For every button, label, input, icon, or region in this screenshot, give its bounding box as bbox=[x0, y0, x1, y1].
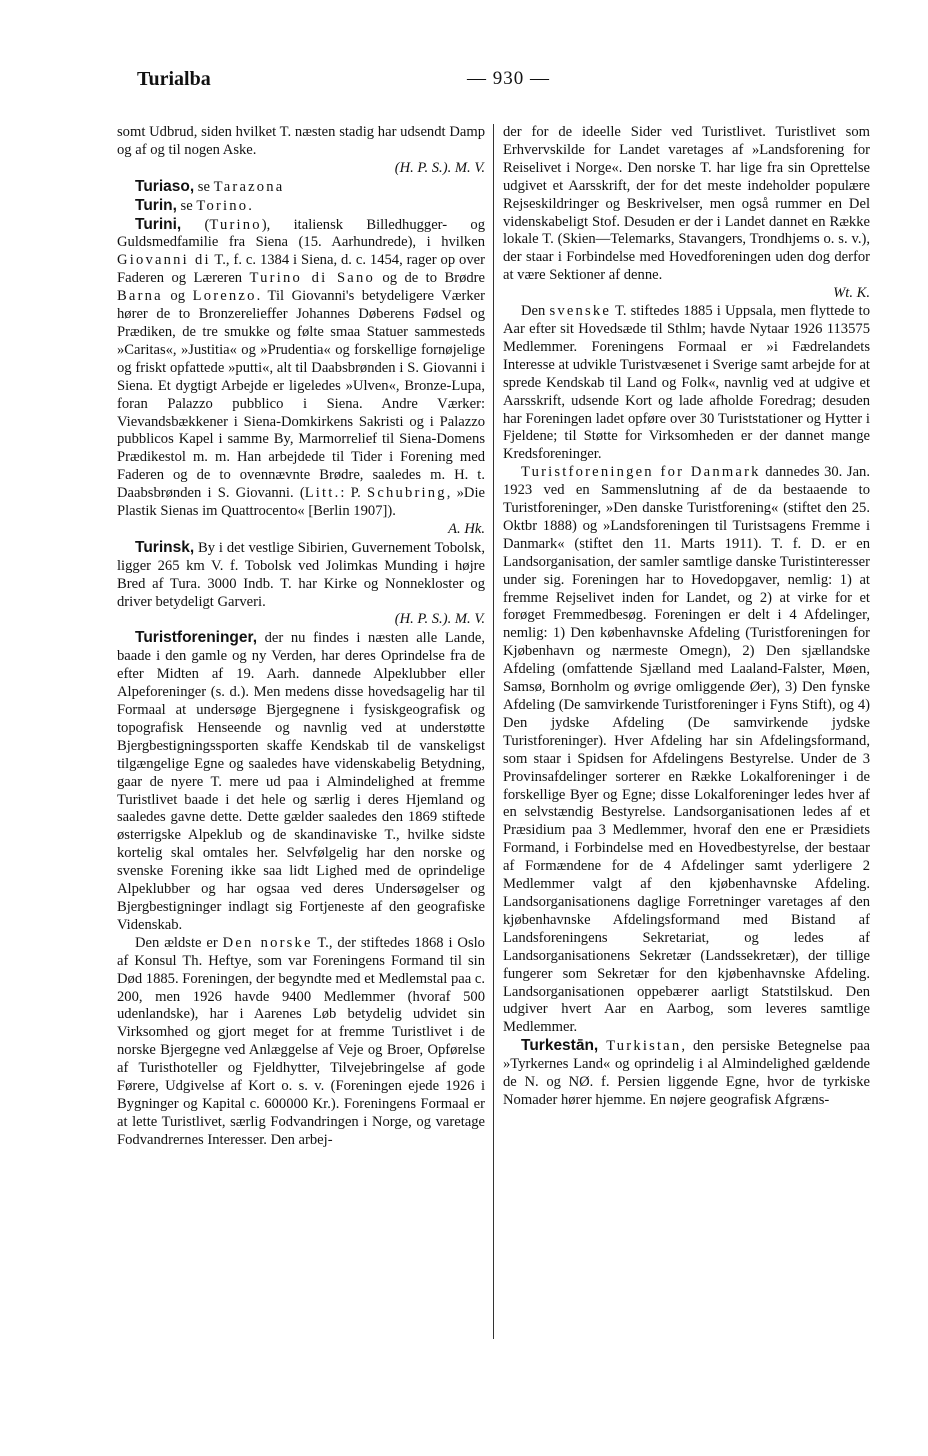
running-headword: Turialba bbox=[137, 68, 211, 90]
entry-turiaso: Turiaso, se Tarazona bbox=[135, 177, 285, 195]
paragraph-norske: Den ældste er Den norske T., der stiftedes 1868 i Oslo af Konsul Th. Heftye, som var Foreningens Formand til sin Død 1885. Foreningen, der begyndte med et Medlemstal paa c. 200, men 1926 havde 9400 Medlemmer (hvoraf 500 udenlandske), har i Aarenes Løb betydelig udvidet sin Virksomhed og gjort meget for at fremme Turistlivet i de norske Bjergegne ved Anlæggelse af Veje og Broer, Opførelse af Turisthoteller og Fjeldhytter, Tilvejebringelse af gode Førere, Udgivelse af Kort o. s. v. (Foreningen ejede 1926 i Bygninger og Kapital c. 600000 Kr.). Foreningens Formaal er at lette Turistlivet, særlig Fodvandringen i Norge, og varetage Fodvandrernes Interesser. Den arbej- bbox=[117, 934, 485, 1148]
cross-reference: Torino. bbox=[196, 197, 255, 214]
author-signature: A. Hk. bbox=[448, 520, 485, 537]
cross-reference: Tarazona bbox=[213, 178, 285, 195]
page-number: — 930 — bbox=[467, 68, 550, 89]
entry-headword: Turin, bbox=[135, 196, 177, 214]
left-column bbox=[117, 124, 485, 1359]
entry-headword: Turiaso, bbox=[135, 177, 195, 195]
entry-turinsk: Turinsk, By i det vestlige Sibirien, Guvernement Tobolsk, ligger 265 km V. f. Tobolsk ved Jolimkas Munding i højre Bred af Tura. 3000 Indb. T. har Kirke og Nonnekloster og driver betydeligt Garveri. (H. P. S.). M. V. bbox=[117, 538, 485, 628]
entry-turini: Turini, (Turino), italiensk Billedhugger- og Guldsmedfamilie fra Siena (15. Aarhundrede), i hvilken Giovanni di T., f. c. 1384 i Siena, d. c. 1454, rager op over Faderen og Læreren Turino di Sano og de to Brødre Barna og Lorenzo. Til Giovanni's betydeligere Værker hører de to Bronzerelieffer Johannes Døberens Fødsel og Prædiken, de tre smukke og følte smaa Statuer sammesteds »Caritas«, »Justitia« og »Prudentia« og forskellige fornøjelige og friskt opfattede »putti«, alt til Daabsbrønden i S. Giovanni i Siena. Et dygtigt Arbejde er ligeledes »Ulven«, Bronze-Lupa, foran Palazzo pubblico i Siena. Andre Værker: Vievandsbækkener i Siena-Domkirkens Sakristi og i Palazzo pubblicos Kapel i samme By, Marmorrelief til Siena-Domens Prædikestol m. m. Han arbejdede til Tider i Forening med Faderen og de to ovennævnte Brødre, saaledes m. H. t. Daabsbrønden i S. Giovanni. (Litt.: P. Schubring, »Die Plastik Sienas im Quattrocento« [Berlin 1907]). A. Hk. bbox=[117, 215, 486, 537]
entry-headword: Turini, bbox=[135, 215, 182, 233]
paragraph-svenske: Den svenske T. stiftedes 1885 i Uppsala, men flyttede to Aar efter sit Hovedsæde til Sthlm; havde Nytaar 1926 113575 Medlemmer. Foreningens Formaal er »i Fædrelandets Interesse at udvikle Turistvæsenet i Sverige samt arbejde for at sprede Kendskab til Land og Folk«, navnlig ved at udgive et Aarsskrift, udsende Kort og lade afholde Foredrag; desuden har Foreningen ladet opføre over 30 Turiststationer og Hytter i Fjeldene; til Støtte for Virksomheden er der dannet mange Kredsforeninger. bbox=[503, 303, 870, 463]
running-header bbox=[137, 68, 877, 96]
entry-headword: Turistforeninger, bbox=[135, 629, 258, 647]
entry-continuation: somt Udbrud, siden hvilket T. næsten stadig har udsendt Damp og af og til nogen Aske. (H. P. S.). M. V. bbox=[117, 124, 485, 176]
right-column bbox=[503, 124, 870, 1374]
column-divider bbox=[493, 124, 494, 1339]
entry-turin: Turin, se Torino. bbox=[135, 196, 255, 214]
paragraph-norske-continued: der for de ideelle Sider ved Turistlivet. Turistlivet som Erhvervskilde for Landet varetages af »Landsforening for Reiselivet i Norge«. Den norske T. har lige fra sin Oprettelse udgivet et Aarsskrift, der for det meste indeholder populære Rejseskildringer og Beskrivelser, men også rummer en Del videnskabeligt Stof. Desuden er der i Landet dannet en Række lokale T. (Skien—Telemarks, Stavangers, Trondhjems o. s. v.), der staar i Forbindelse med Hovedforeningen uden dog derfor at være Sektioner af denne. Wt. K. bbox=[503, 124, 870, 302]
author-signature: (H. P. S.). M. V. bbox=[394, 159, 485, 176]
author-signature: (H. P. S.). M. V. bbox=[394, 611, 485, 628]
author-signature: Wt. K. bbox=[833, 285, 870, 302]
entry-headword: Turkestān, bbox=[521, 1037, 599, 1055]
entry-turkestan: Turkestān, Turkistan, den persiske Betegnelse paa »Tyrkernes Land« og oprindelig i al Almindelighed gældende de N. og NØ. f. Persien liggende Egne, hvor de tyrkiske Nomader hører hjemme. En nøjere geografisk Afgræns- bbox=[503, 1037, 870, 1108]
paragraph-danmark: Turistforeningen for Danmark dannedes 30. Jan. 1923 ved en Sammenslutning af de da bestaaende to Turistforeninger, »Den danske Turistforening« (stiftet den 25. Oktbr 1888) og »Landsforeningen til Turistsagens Fremme i Danmark« (stiftet den 11. Marts 1911). T. f. D. er en Landsorganisation, der samler samtlige danske Turistinteresser under sig. Foreningen har to Hovedopgaver, nemlig: 1) at fremme Rejselivet inden for Landet, og 2) at virke for et forøget Fremmedbesøg. Foreningen er delt i 4 Afdelinger, nemlig: 1) Den københavnske Afdeling (Turistforeningen for Kjøbenhavn og nærmeste Omegn), 2) Den sjællandske Afdeling (omfattende Sjælland med Laaland-Falster, Møen, Samsø, Bornholm og øvrige omliggende Øer), 3) Den fynske Afdeling (De samvirkende Turistforeninger i Fyns Stift), og 4) Den jydske Afdeling (De samvirkende jydske Turistforeninger). Hver Afdeling har sin Afdelingsformand, som staar i Spidsen for Afdelingens Bestyrelse. Under de 3 Provinsafdelinger sorterer en Række Lokalforeninger i de forskellige Byer og Egne; disse Lokalforeninger ledes hver af en selvstændig Bestyrelse. Landsorganisationen ledes af et Præsidium paa 3 Medlemmer, hvoraf den ene er Præsidiets Formand, i Forbindelse med en Hovedbestyrelse, der bestaar af Formændene for de 4 Afdelinger samt yderligere 2 Medlemmer valgt af den kjøbenhavnske Afdeling. Landsorganisationens daglige Forretninger varetages af den kjøbenhavnske Afdelingsformand med Bistand af Landsforeningens Sekretariat, og ledes af Landsorganisationens Sekretær (Landssekretær), der tillige fungerer som Sekretær for den kjøbenhavnske Afdeling. Landsorganisationen oppebærer aarligt Statstilskud. Den udgiver hvert Aar en Aarbog, som leveres samtlige Medlemmer. bbox=[503, 464, 870, 1036]
entry-headword: Turinsk, bbox=[135, 538, 195, 556]
entry-turistforeninger: Turistforeninger, der nu findes i næsten alle Lande, baade i den gamle og ny Verden, har deres Oprindelse fra de efter Midten af 19. Aarh. dannede Alpeklubber eller Alpeforeninger (s. d.). Men medens disse hovedsagelig har til Formaal at undersøge Bjergegnene i fysiskgeografisk og topografisk Henseende og navnlig ved at understøtte Bjergbestigningssporten skaffe Kendskab til de vanskeligst tilgængelige Egne og saaledes have videnskabelig Betydning, gaar de nyere T. mere ud paa i Almindelighed at fremme Turistlivet baade i det hele og særlig i deres Hjemland og saaledes gavne dette. Dette gælder saaledes den 1869 stiftede østerrigske Alpeklub og de skandinaviske T., hvilke sidste kortelig skal omtales her. Selvfølgelig har den norske og svenske Forening ikke saa lidt Lighed med de oprindelige Alpeklubber og har ogsaa ved deres Undersøgelser og Bjergbestigninger indlagt sig Fortjeneste af den geografiske Videnskab. bbox=[117, 629, 485, 933]
